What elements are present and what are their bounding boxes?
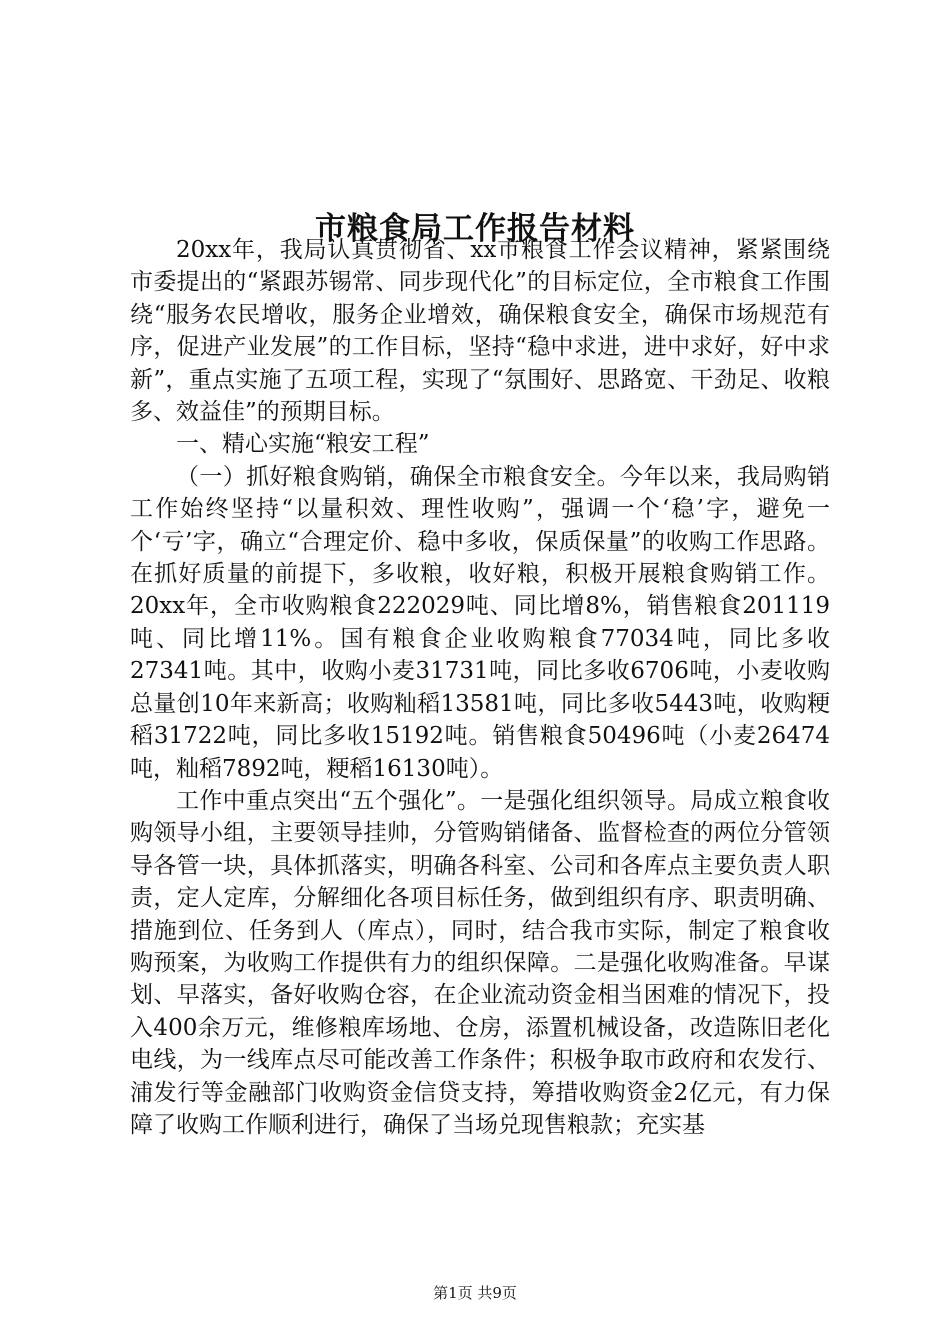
paragraph-five-strengthenings: 工作中重点突出“五个强化”。一是强化组织领导。局成立粮食收购领导小组，主要领导挂帅，分管购销储备、监督检查的两位分管领导各管一块，具体抓落实，明确各科室、公司和各库点主要负责人职责，定人定库，分解细化各项目标任务，做到组织有序、职责明确、措施到位、任务到人（库点），同时，结合我市实际，制定了粮食收购预案，为收购工作提供有力的组织保障。二是强化收购准备。早谋划、早落实，备好收购仓容，在企业流动资金相当困难的情况下，投入400余万元，维修粮库场地、仓房，添置机械设备，改造陈旧老化电线，为一线库点尽可能改善工作条件；积极争取市政府和农发行、浦发行等金融部门收购资金信贷支持，筹措收购资金2亿元，有力保障了收购工作顺利进行，确保了当场兑现售粮款；充实基	[130, 787, 830, 1138]
document-body	[130, 234, 830, 1141]
paragraph-intro: 20xx年，我局认真贯彻省、xx市粮食工作会议精神，紧紧围绕市委提出的“紧跟苏锡常、同步现代化”的目标定位，全市粮食工作围绕“服务农民增收，服务企业增效，确保粮食安全，确保市场规范有序，促进产业发展”的工作目标，坚持“稳中求进，进中求好，好中求新”，重点实施了五项工程，实现了“氛围好、思路宽、干劲足、收粮多、效益佳”的预期目标。	[130, 237, 830, 426]
paragraph-grain-purchase: （一）抓好粮食购销，确保全市粮食安全。今年以来，我局购销工作始终坚持“以量积效、理性收购”，强调一个‘稳’字，避免一个‘亏’字，确立“合理定价、稳中多收，保质保量”的收购工作思路。在抓好质量的前提下，多收粮，收好粮，积极开展粮食购销工作。20xx年，全市收购粮食222029吨、同比增8%，销售粮食201119吨、同比增11%。国有粮食企业收购粮食77034吨，同比多收27341吨。其中，收购小麦31731吨，同比多收6706吨，小麦收购总量创10年来新高；收购籼稻13581吨，同比多收5443吨，收购粳稻31722吨，同比多收15192吨。销售粮食50496吨（小麦26474吨，籼稻7892吨，粳稻16130吨）。	[130, 463, 830, 782]
page-footer: 第1页 共9页	[433, 1284, 517, 1302]
section-heading-1: 一、精心实施“粮安工程”	[176, 431, 430, 458]
document-title: 市粮食局工作报告材料	[315, 210, 635, 247]
